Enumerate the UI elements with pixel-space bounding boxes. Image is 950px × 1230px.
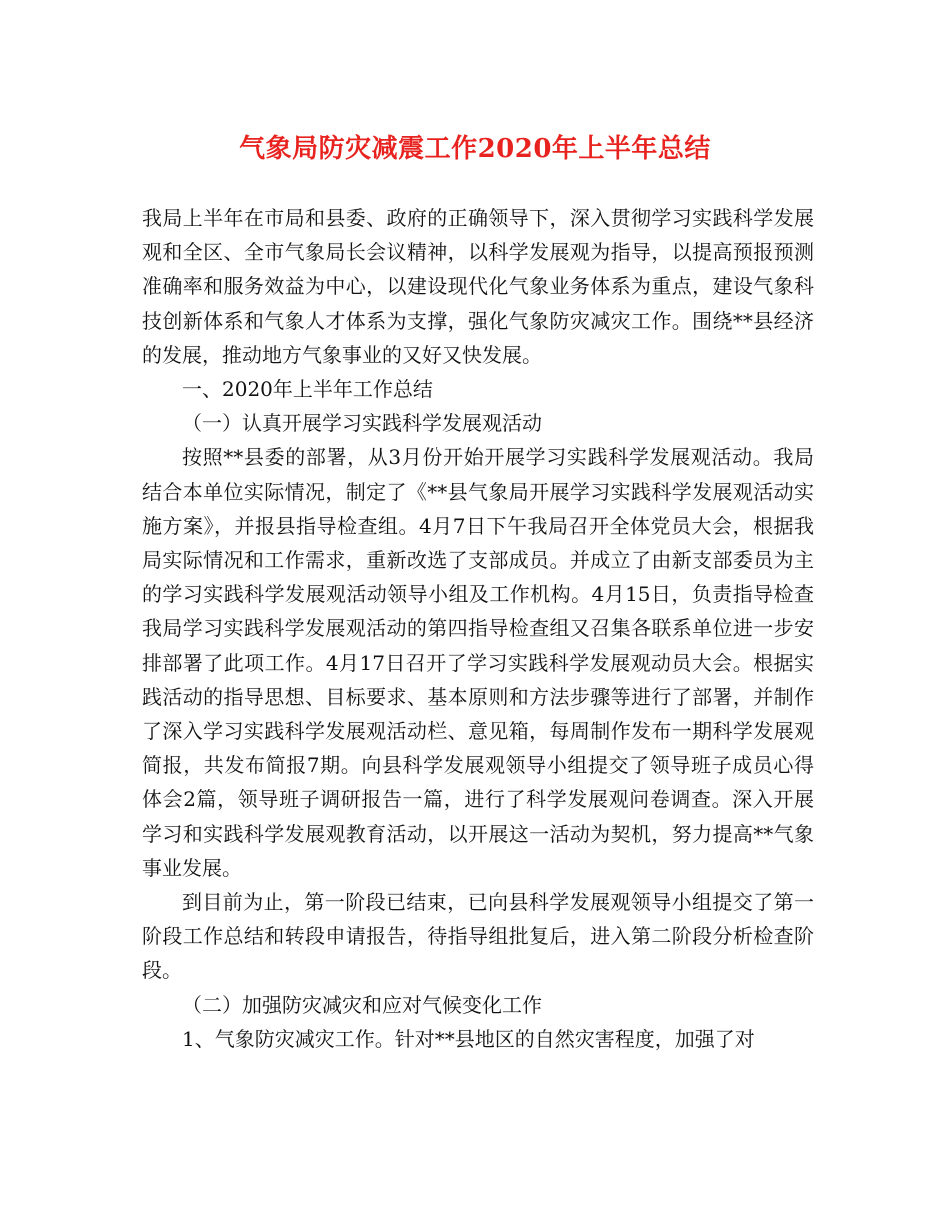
body-paragraph: 到目前为止，第一阶段已结束，已向县科学发展观领导小组提交了第一阶段工作总结和转段申请报告，待指导组批复后，进入第二阶段分析检查阶段。 (142, 890, 814, 983)
body-paragraph: 1、气象防灾减灾工作。针对**县地区的自然灾害程度，加强了对 (182, 1026, 755, 1051)
subsection-heading-2: （二）加强防灾减灾和应对气候变化工作 (182, 992, 542, 1017)
document-body (142, 201, 814, 1056)
section-heading-1: 一、2020年上半年工作总结 (182, 377, 433, 402)
intro-paragraph: 我局上半年在市局和县委、政府的正确领导下，深入贯彻学习实践科学发展观和全区、全市气象局长会议精神，以科学发展观为指导，以提高预报预测准确率和服务效益为中心，以建设现代化气象业务体系为重点，建设气象科技创新体系和气象人才体系为支撑，强化气象防灾减灾工作。围绕**县经济的发展，推动地方气象事业的又好又快发展。 (142, 206, 814, 367)
subsection-heading-1: （一）认真开展学习实践科学发展观活动 (182, 411, 542, 436)
document-title: 气象局防灾减震工作2020年上半年总结 (239, 134, 711, 164)
body-paragraph: 按照**县委的部署，从3月份开始开展学习实践科学发展观活动。我局结合本单位实际情况，制定了《**县气象局开展学习实践科学发展观活动实施方案》，并报县指导检查组。4月7日下午我局召开全体党员大会，根据我局实际情况和工作需求，重新改选了支部成员。并成立了由新支部委员为主的学习实践科学发展观活动领导小组及工作机构。4月15日，负责指导检查我局学习实践科学发展观活动的第四指导检查组又召集各联系单位进一步安排部署了此项工作。4月17日召开了学习实践科学发展观动员大会。根据实践活动的指导思想、目标要求、基本原则和方法步骤等进行了部署，并制作了深入学习实践科学发展观活动栏、意见箱，每周制作发布一期科学发展观简报，共发布简报7期。向县科学发展观领导小组提交了领导班子成员心得体会2篇，领导班子调研报告一篇，进行了科学发展观问卷调查。深入开展学习和实践科学发展观教育活动，以开展这一活动为契机，努力提高**气象事业发展。 (142, 445, 814, 880)
